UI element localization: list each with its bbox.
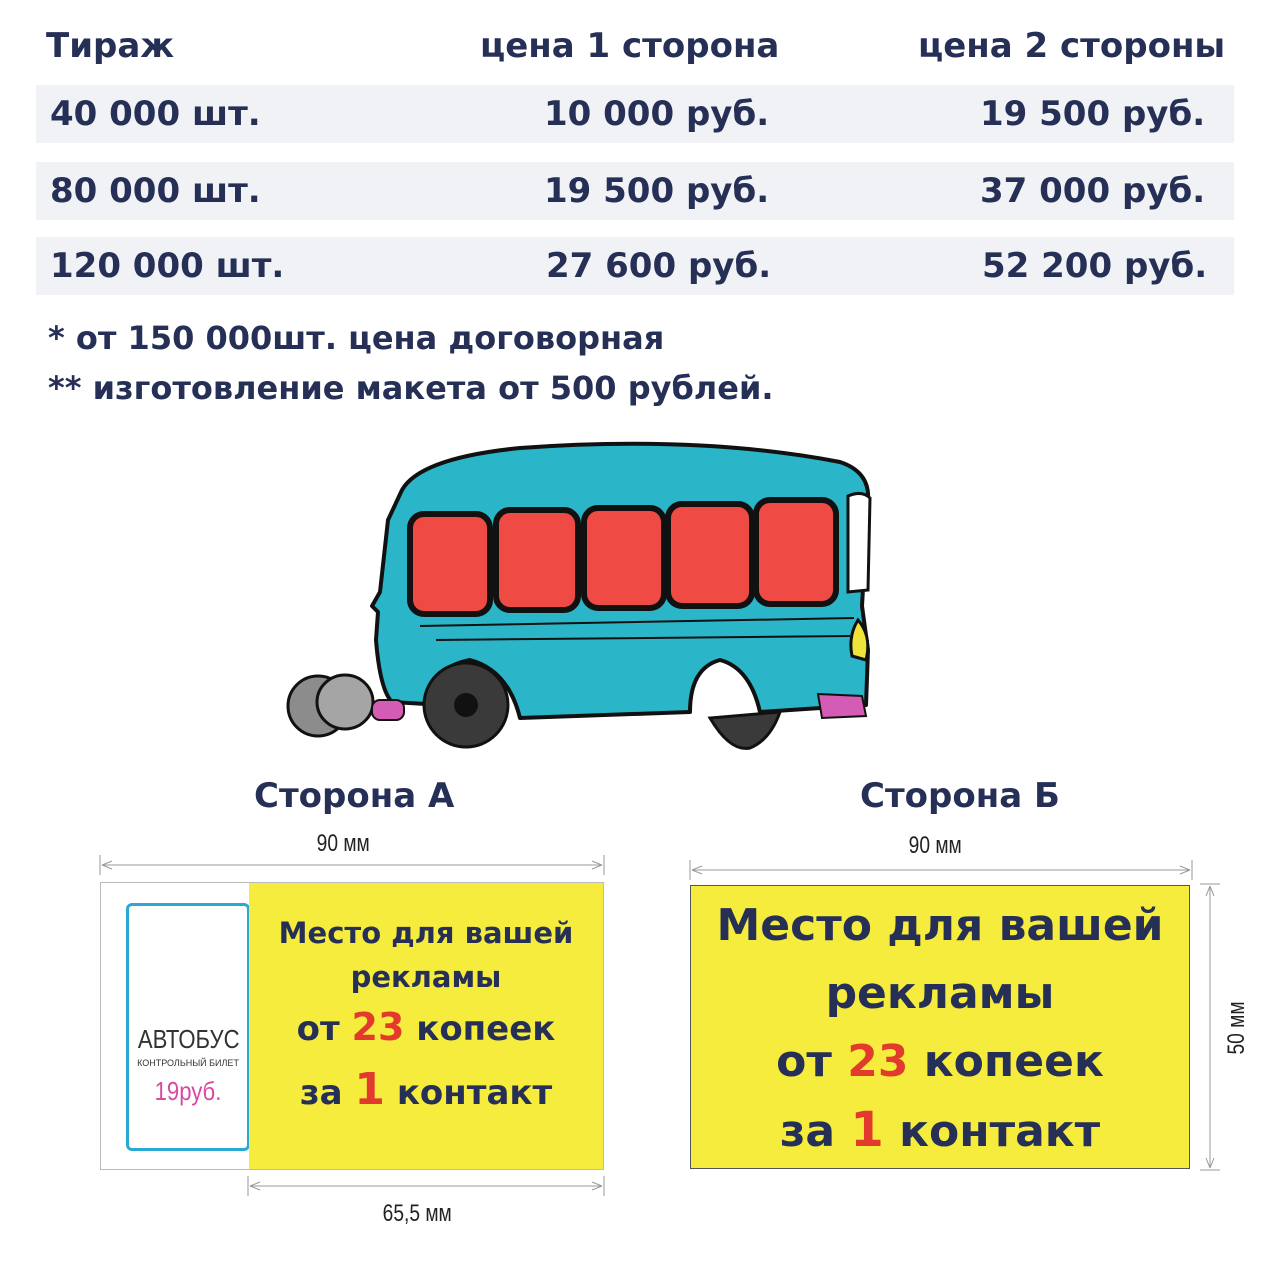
ad-line-3: от 23 копеек — [296, 1005, 556, 1049]
qty-cell: 40 000 шт. — [50, 94, 261, 134]
ad-line-2: рекламы — [350, 960, 502, 994]
price-two-sides-cell: 37 000 руб. — [980, 171, 1206, 211]
column-header-qty: Тираж — [46, 26, 175, 66]
side-a-width-dimension-line — [98, 855, 606, 875]
price-one-side-cell: 27 600 руб. — [546, 246, 772, 286]
side-b-width-label: 90 мм — [908, 832, 962, 859]
ad-line-3: от 23 копеек — [776, 1036, 1104, 1087]
exhaust-smoke-icon — [288, 675, 373, 736]
ad-contact-number: 1 — [850, 1102, 884, 1158]
price-two-sides-cell: 19 500 руб. — [980, 94, 1206, 134]
ad-price-number: 23 — [847, 1036, 909, 1087]
table-row — [36, 237, 1234, 295]
side-b-card — [690, 885, 1190, 1169]
side-b-height-dimension-line — [1200, 882, 1220, 1172]
ad-line-4: за 1 контакт — [299, 1064, 553, 1115]
ticket-stub — [126, 903, 250, 1151]
side-b-width-dimension-line — [688, 860, 1194, 880]
wheel-icon — [710, 712, 780, 748]
column-header-price-two-sides: цена 2 стороны — [918, 26, 1226, 66]
ticket-subtitle: КОНТРОЛЬНЫЙ БИЛЕТ — [137, 1058, 239, 1068]
table-row — [36, 85, 1234, 143]
bus-illustration — [280, 430, 890, 760]
note-layout-price: ** изготовление макета от 500 рублей. — [48, 369, 774, 407]
qty-cell: 120 000 шт. — [50, 246, 285, 286]
ad-line-4: за 1 контакт — [779, 1102, 1101, 1158]
table-row — [36, 162, 1234, 220]
ad-contact-number: 1 — [354, 1064, 385, 1115]
side-a-title: Сторона А — [254, 776, 455, 816]
ticket-price: 19руб. — [154, 1076, 222, 1106]
side-a-ad-area — [249, 883, 603, 1169]
side-b-height-label: 50 мм — [1223, 1001, 1251, 1055]
ticket-title: АВТОБУС — [137, 1024, 240, 1054]
ad-line-1: Место для вашей — [278, 916, 574, 950]
qty-cell: 80 000 шт. — [50, 171, 261, 211]
note-negotiable-price: * от 150 000шт. цена договорная — [48, 319, 665, 357]
price-one-side-cell: 10 000 руб. — [544, 94, 770, 134]
ad-price-number: 23 — [351, 1005, 405, 1049]
ad-line-2: рекламы — [825, 968, 1055, 1019]
ad-line-1: Место для вашей — [716, 900, 1164, 951]
side-a-card — [100, 882, 604, 1170]
side-a-inner-width-dimension-line — [246, 1176, 606, 1196]
side-a-width-label: 90 мм — [316, 830, 370, 857]
price-two-sides-cell: 52 200 руб. — [982, 246, 1208, 286]
side-a-inner-width-label: 65,5 мм — [382, 1200, 452, 1227]
side-b-title: Сторона Б — [860, 776, 1060, 816]
column-header-price-one-side: цена 1 сторона — [480, 26, 780, 66]
price-one-side-cell: 19 500 руб. — [544, 171, 770, 211]
